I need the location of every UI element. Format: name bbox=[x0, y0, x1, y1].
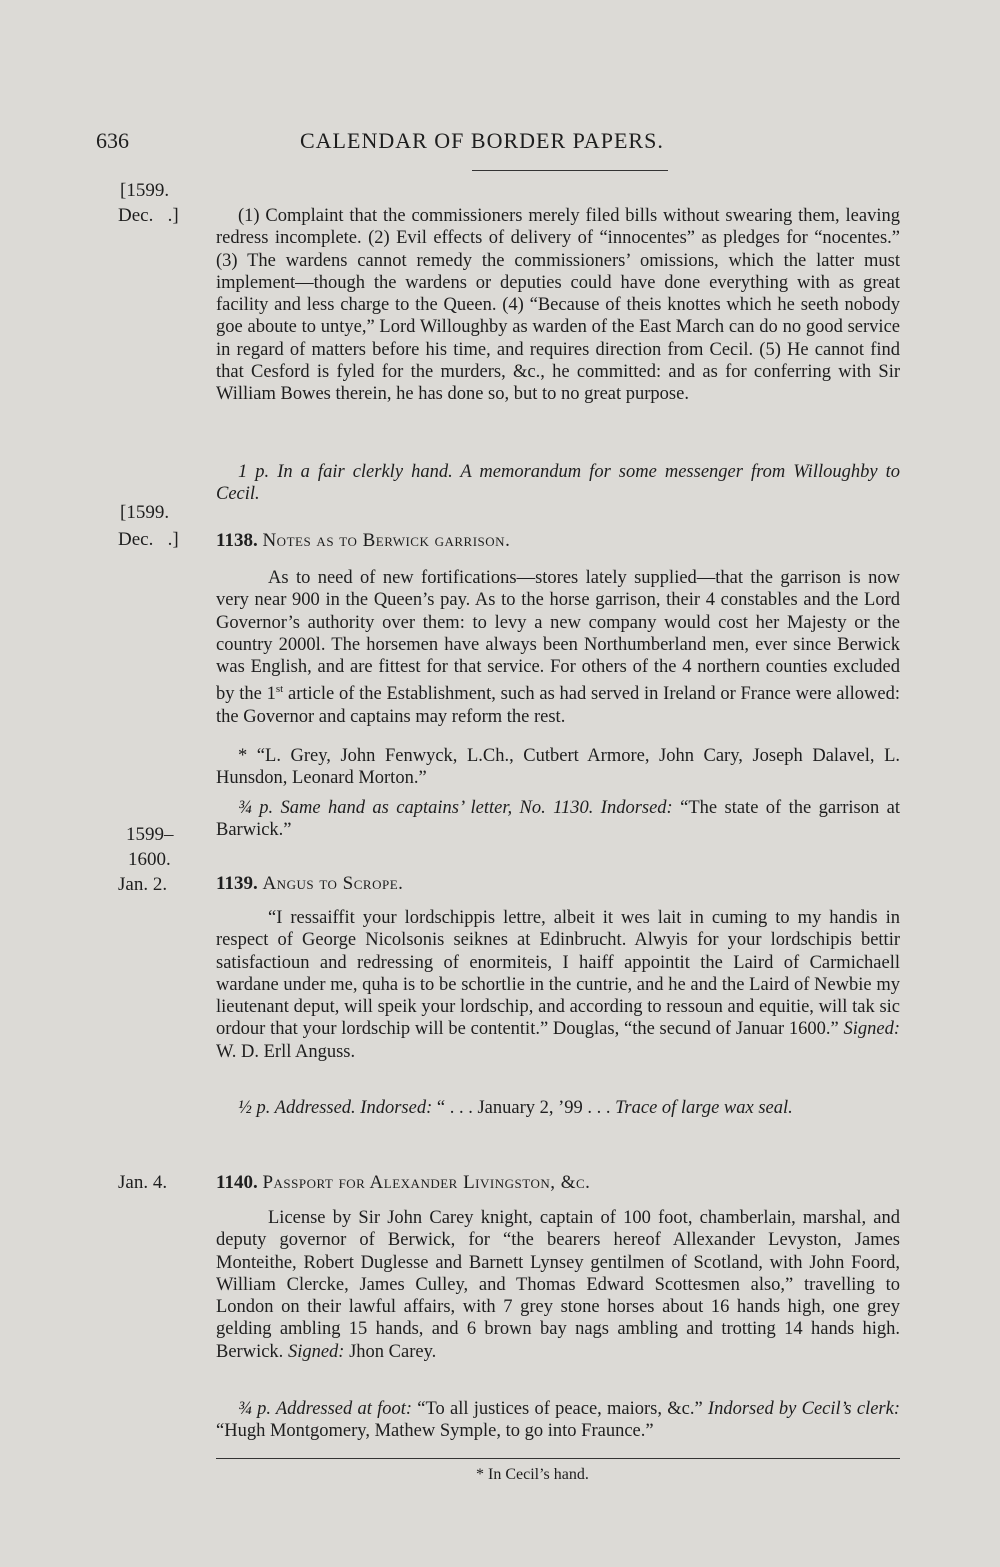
signed-label: Signed: bbox=[843, 1019, 900, 1040]
signed-name: W. D. Erll Anguss. bbox=[216, 1041, 356, 1062]
header-rule bbox=[472, 170, 668, 171]
note-text: “ . . . January 2, ’99 . . . bbox=[432, 1098, 616, 1118]
entry-body: (1) Complaint that the commissioners merely filed bills without swearing them, leaving redress incomplete. (2) Evil effects of delivery of “innocentes” as pledges for “nocentes.” (3) The wardens cannot remedy the commissioners’ omissions, which the latter must implement—though the wardens or deputies could have done everything with as great facility and less charge to the Queen. (4) “Because of theis knottes which he seeth nobody goe aboute to untye,” Lord Willoughby as warden of the East March can do no good service in regard of matters before his time, and requires direction from Cecil. (5) He cannot find that Cesford is fyled for the murders, &c., he committed: and as for conferring with Sir William Bowes therein, he has done so, but to no great purpose. bbox=[216, 206, 900, 405]
entry-note bbox=[216, 1398, 900, 1443]
entry-text: As to need of new fortifications—stores lately supplied—that the garrison is now very near 900 in the Queen’s pay. As to the horse garrison, their 4 constables and the Lord Governor’s authority over them: to levy a new company would cost her Majesty or the country 2000l. The horsemen have always been Northumberland men, ever since Berwick was English, and are fittest for that service. For others of the 4 northern counties excluded by the 1 bbox=[216, 568, 900, 705]
entry-note bbox=[216, 1097, 900, 1119]
entry-heading bbox=[216, 530, 510, 552]
entry-note bbox=[216, 797, 900, 842]
margin-date: [1599. bbox=[120, 502, 170, 523]
superscript: st bbox=[275, 683, 284, 696]
margin-date: 1599– bbox=[126, 824, 174, 845]
margin-date: [1599. bbox=[120, 180, 170, 201]
entry-number: 1139. bbox=[216, 873, 258, 894]
entry-body bbox=[216, 567, 900, 728]
entry-title: Angus to Scrope. bbox=[262, 873, 404, 894]
entry-title: Notes as to Berwick garrison. bbox=[262, 530, 511, 551]
signed-name: Jhon Carey. bbox=[344, 1341, 437, 1362]
page-number: 636 bbox=[96, 128, 129, 153]
note-text: “Hugh Montgomery, Mathew Symple, to go into Fraunce.” bbox=[216, 1421, 654, 1442]
entry-text: article of the Establishment, such as had served in Ireland or France were allowed: the Governor and captains may reform the rest. bbox=[216, 684, 900, 727]
footnote-rule bbox=[216, 1458, 900, 1459]
starred-note: * “L. Grey, John Fenwyck, L.Ch., Cutbert Armore, John Cary, Joseph Dalavel, L. Hunsdon, Leonard Morton.” bbox=[216, 746, 900, 789]
margin-date: Dec. .] bbox=[118, 205, 179, 226]
margin-date: Jan. 4. bbox=[118, 1172, 168, 1193]
entry-number: 1138. bbox=[216, 530, 258, 551]
margin-date: 1600. bbox=[128, 849, 171, 870]
entry-number: 1140. bbox=[216, 1172, 258, 1193]
note-italic: ½ p. Addressed. Indorsed: bbox=[238, 1098, 433, 1118]
note-italic: Trace of large wax seal. bbox=[615, 1098, 793, 1118]
note-italic: Indorsed by Cecil’s clerk: bbox=[707, 1399, 900, 1419]
entry-body bbox=[216, 907, 900, 1063]
entry-title: Passport for Alexander Livingston, &c. bbox=[262, 1172, 591, 1193]
margin-date: Jan. 2. bbox=[118, 874, 168, 895]
entry-text: License by Sir John Carey knight, captain of 100 foot, chamberlain, marshal, and deputy governor of Berwick, for “the bearers hereof Allexander Levyston, James Monteithe, Robert Duglesse and Barnett Lynsey gentilmen of Scotland, with John Foord, William Clercke, James Culley, and Thomas Edward Scottesmen also,” travelling to London on their lawful affairs, with 7 grey stone horses about 16 hands high, one grey gelding ambling 15 hands, and 6 brown bay nags ambling and trotting 14 hands high. Berwick. bbox=[216, 1208, 900, 1362]
footnote: * In Cecil’s hand. bbox=[476, 1466, 589, 1483]
margin-date: Dec. .] bbox=[118, 529, 179, 550]
note-italic: ¾ p. Same hand as captains’ letter, No. 1130. Indorsed: bbox=[238, 798, 673, 818]
entry-note: 1 p. In a fair clerkly hand. A memorandum for some messenger from Willoughby to Cecil. bbox=[216, 462, 900, 505]
signed-label: Signed: bbox=[287, 1341, 345, 1362]
entry-heading bbox=[216, 1172, 590, 1194]
entry-body bbox=[216, 1207, 900, 1363]
note-text: “To all justices of peace, maiors, &c.” bbox=[412, 1399, 708, 1419]
running-title: CALENDAR OF BORDER PAPERS. bbox=[300, 128, 664, 153]
note-italic: ¾ p. Addressed at foot: bbox=[238, 1399, 413, 1419]
note-text: “The state of the garrison at Barwick.” bbox=[216, 798, 900, 841]
entry-text: “I ressaiffit your lordschippis lettre, albeit it wes lait in cuming to my handis in respect of George Nicolsonis seiknes at Edinbrucht. Alwyis for your lordschipis bettir satisfactioun and redressing of enormiteis, I haiff appointit the Laird of Carmichaell wardane under me, quha is to be schortlie in the cuntrie, and he and the Laird of Newbie my lieutenant deput, will speik your lordschip, and according to ressoun and equitie, will tak sic ordour that your lordschip will be contentit.” Douglas, “the secund of Januar 1600.” bbox=[216, 908, 900, 1040]
entry-heading bbox=[216, 873, 403, 895]
